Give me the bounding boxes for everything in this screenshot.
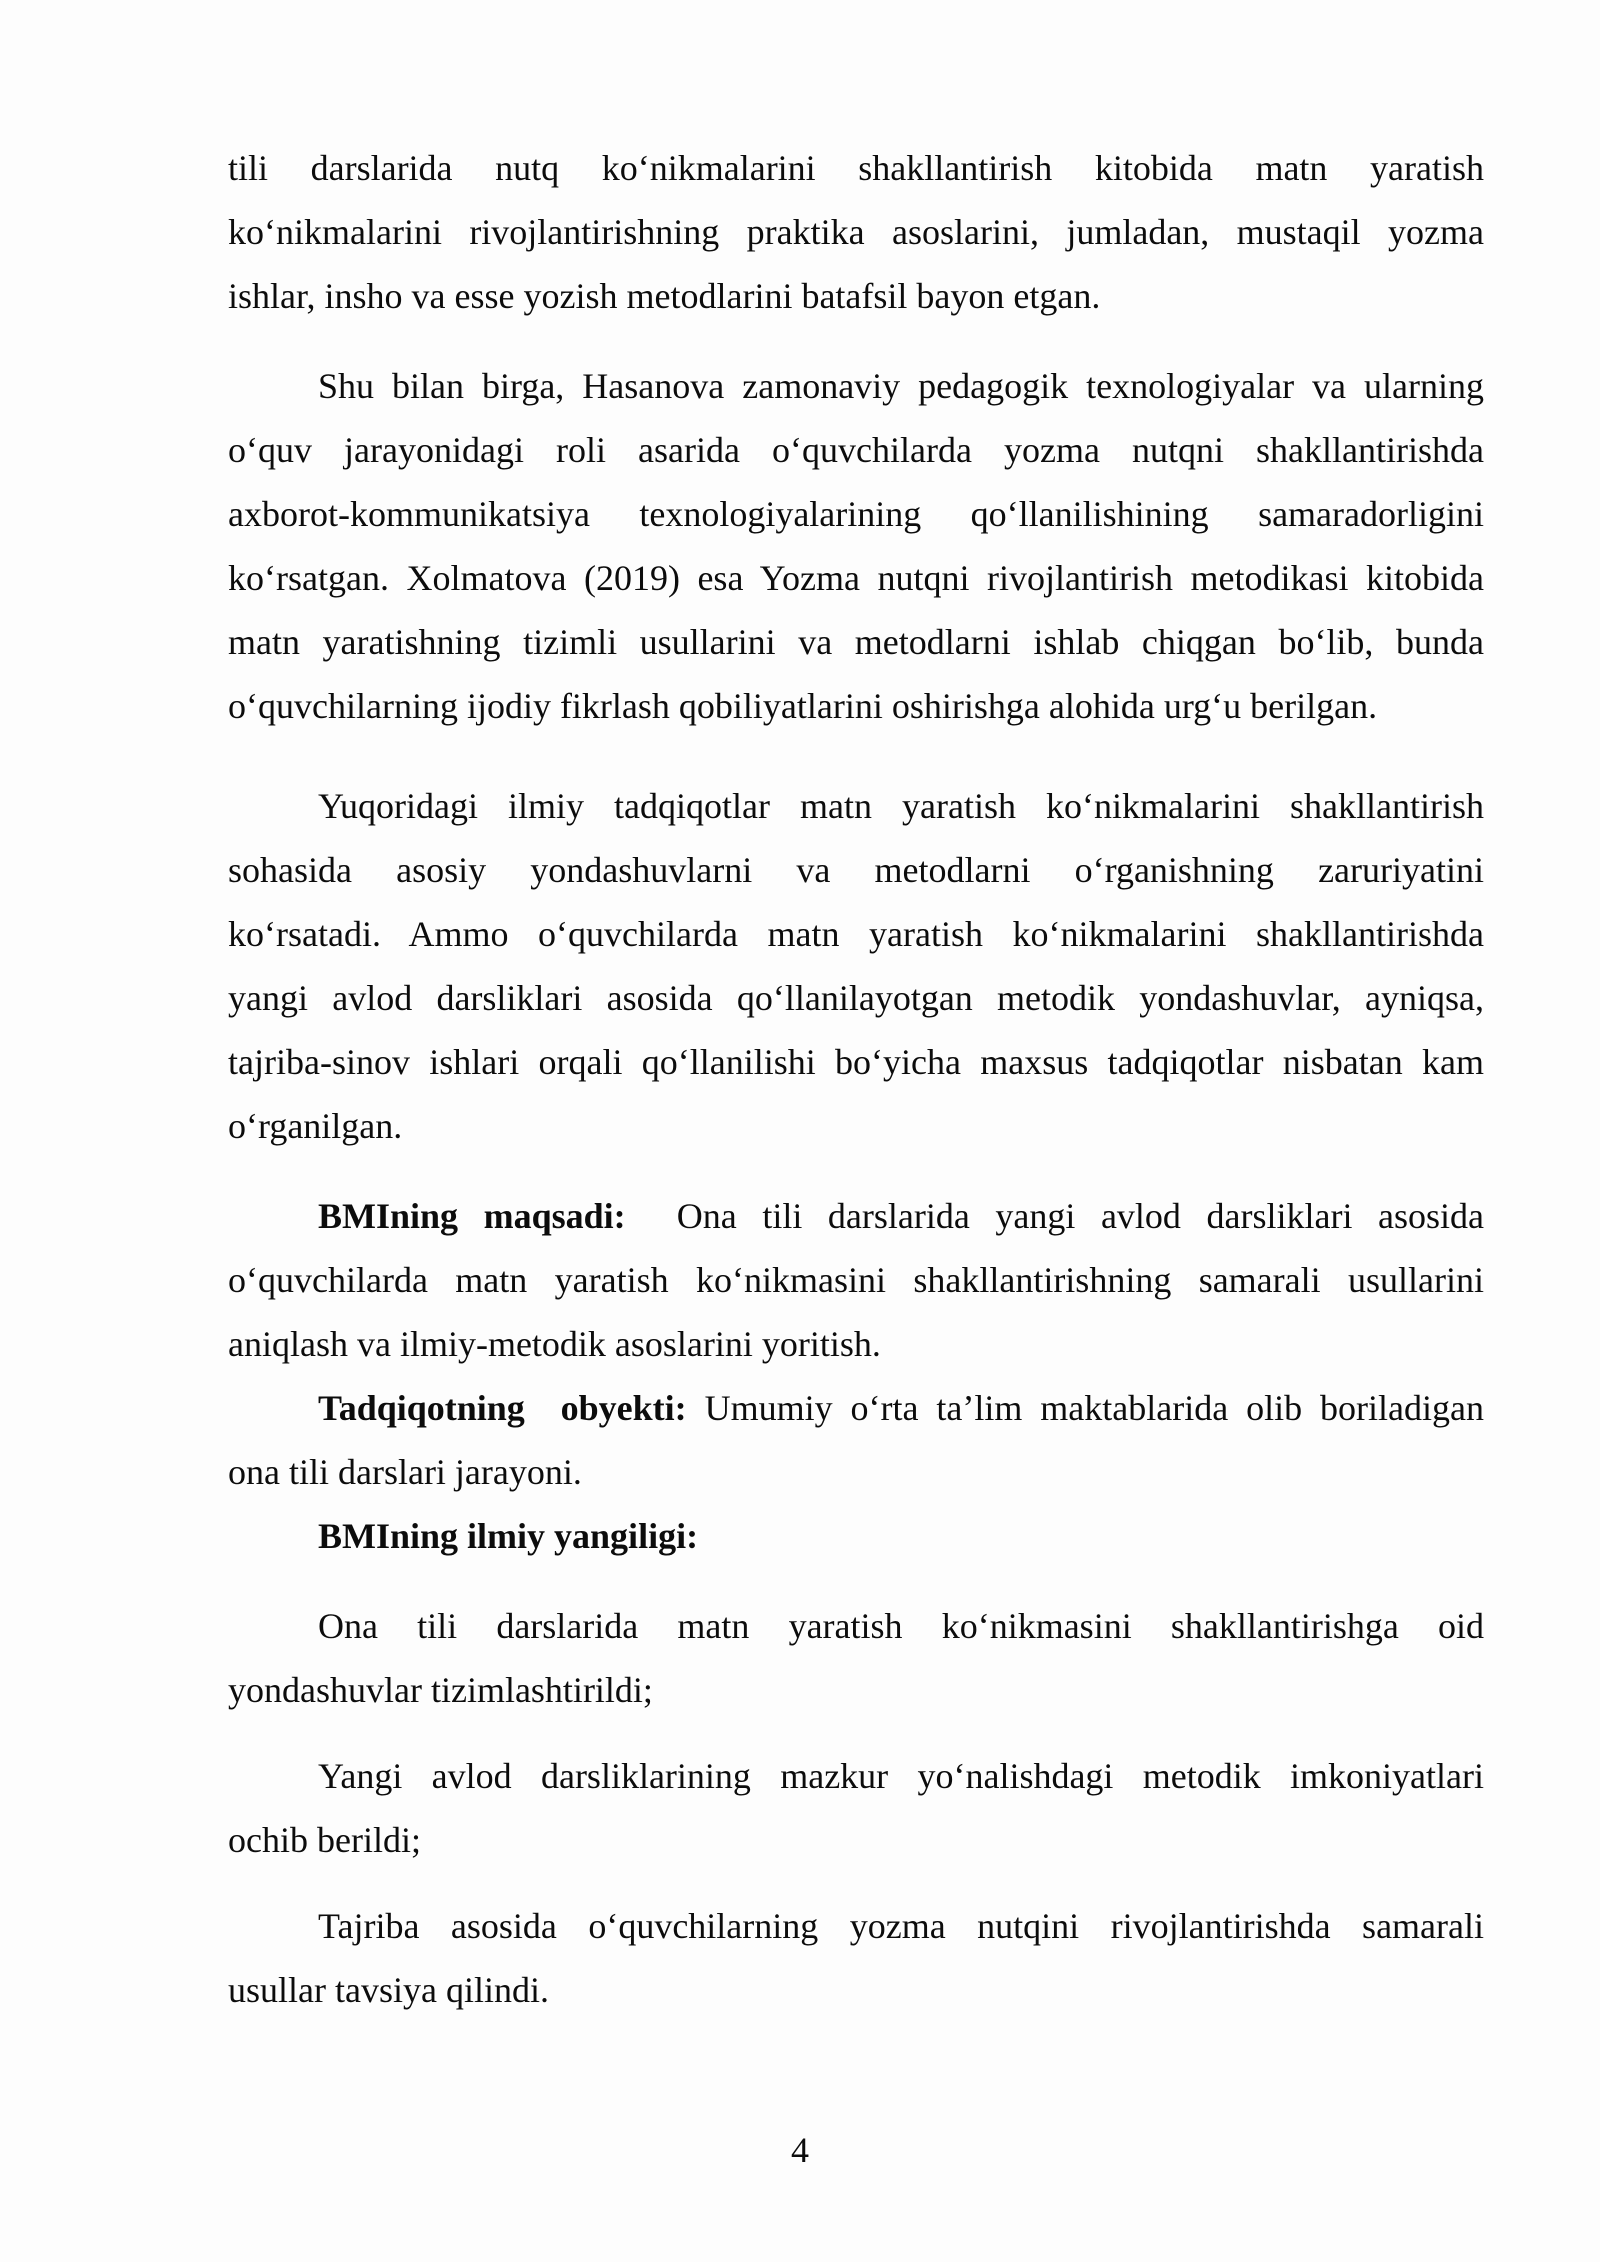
text-line [228,1808,1484,1872]
paragraph-bmi-maqsadi [228,1184,1484,1376]
page-footer [0,2118,1600,2182]
text-line [228,418,1484,482]
text-run: Shu bilan birga, Hasanova zamonaviy pedagogik texnologiyalar va ularning [318,366,1484,406]
page-number: 4 [791,2130,809,2170]
text-run: Yangi avlod darsliklarining mazkur yoʻnalishdagi metodik imkoniyatlari [318,1756,1484,1796]
text-line [228,1030,1484,1094]
document-body [228,136,1484,2022]
text-run: aniqlash va ilmiy-metodik asoslarini yoritish. [228,1324,881,1364]
text-line [228,1376,1484,1440]
text-run: tili darslarida nutq koʻnikmalarini shakllantirish kitobida matn yaratish [228,148,1484,188]
text-run: tajriba-sinov ishlari orqali qoʻllanilishi boʻyicha maxsus tadqiqotlar nisbatan kam [228,1042,1484,1082]
text-line [228,1958,1484,2022]
text-run: sohasida asosiy yondashuvlarni va metodlarni oʻrganishning zaruriyatini [228,850,1484,890]
text-run: Ona tili darslarida matn yaratish koʻnikmasini shakllantirishga oid [318,1606,1484,1646]
text-line [228,966,1484,1030]
text-run: Umumiy oʻrta taʼlim maktablarida olib boriladigan [686,1388,1484,1428]
text-line [228,1184,1484,1248]
text-run: yangi avlod darsliklari asosida qoʻllanilayotgan metodik yondashuvlar, ayniqsa, [228,978,1484,1018]
bold-text-run: BMIning ilmiy yangiligi: [318,1516,699,1556]
text-run: axborot-kommunikatsiya texnologiyalarining qoʻllanilishining samaradorligini [228,494,1484,534]
text-run: koʻnikmalarini rivojlantirishning praktika asoslarini, jumladan, mustaqil yozma [228,212,1484,252]
bold-text-run: BMIning maqsadi: [318,1196,626,1236]
paragraph-shu-bilan-birga [228,354,1484,738]
text-run: Ona tili darslarida yangi avlod darsliklari asosida [625,1196,1484,1236]
bold-text-run: Tadqiqotning obyekti: [318,1388,687,1428]
text-line [228,1894,1484,1958]
text-run: ona tili darslari jarayoni. [228,1452,582,1492]
text-line [228,136,1484,200]
text-run: koʻrsatadi. Ammo oʻquvchilarda matn yaratish koʻnikmalarini shakllantirishda [228,914,1484,954]
text-line [228,1248,1484,1312]
text-line [228,482,1484,546]
text-run: matn yaratishning tizimli usullarini va metodlarni ishlab chiqgan boʻlib, bunda [228,622,1484,662]
text-line [228,1594,1484,1658]
text-run: koʻrsatgan. Xolmatova (2019) esa Yozma nutqni rivojlantirish metodikasi kitobida [228,558,1484,598]
text-run: usullar tavsiya qilindi. [228,1970,549,2010]
text-run: yondashuvlar tizimlashtirildi; [228,1670,653,1710]
paragraph-continuation [228,136,1484,328]
text-line [228,1504,1484,1568]
text-line [228,200,1484,264]
text-run: ochib berildi; [228,1820,421,1860]
text-run: oʻquvchilarda matn yaratish koʻnikmasini shakllantirishning samarali usullarini [228,1260,1484,1300]
paragraph-yuqoridagi [228,774,1484,1158]
paragraph-yangilik-2 [228,1744,1484,1872]
text-line [228,546,1484,610]
paragraph-yangilik-3 [228,1894,1484,2022]
text-run: oʻrganilgan. [228,1106,403,1146]
text-line [228,354,1484,418]
text-line [228,1094,1484,1158]
text-line [228,1440,1484,1504]
text-line [228,1658,1484,1722]
text-run: ishlar, insho va esse yozish metodlarini batafsil bayon etgan. [228,276,1101,316]
text-line [228,774,1484,838]
paragraph-tadqiqot-obyekti [228,1376,1484,1504]
text-run: Yuqoridagi ilmiy tadqiqotlar matn yaratish koʻnikmalarini shakllantirish [318,786,1484,826]
paragraph-bmi-ilmiy-yangiligi [228,1504,1484,1568]
text-run: Tajriba asosida oʻquvchilarning yozma nutqini rivojlantirishda samarali [318,1906,1484,1946]
text-line [228,1744,1484,1808]
text-run: oʻquv jarayonidagi roli asarida oʻquvchilarda yozma nutqni shakllantirishda [228,430,1484,470]
text-line [228,264,1484,328]
text-run: oʻquvchilarning ijodiy fikrlash qobiliyatlarini oshirishga alohida urgʻu berilgan. [228,686,1378,726]
text-line [228,610,1484,674]
text-line [228,902,1484,966]
text-line [228,1312,1484,1376]
paragraph-yangilik-1 [228,1594,1484,1722]
text-line [228,838,1484,902]
text-line [228,674,1484,738]
